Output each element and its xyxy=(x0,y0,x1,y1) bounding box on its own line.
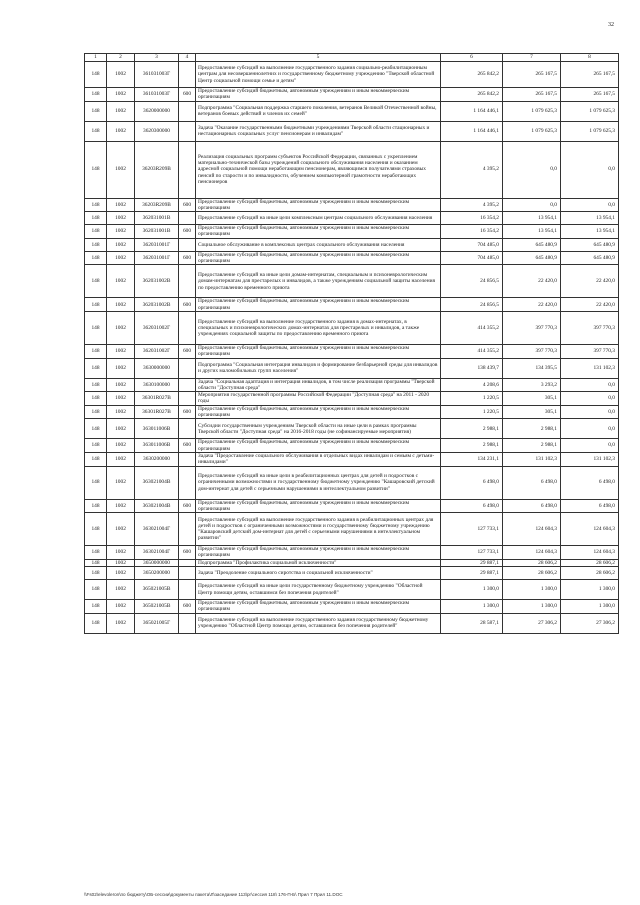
row-amount: 16 354,2 xyxy=(441,212,503,225)
row-code: 362031002В xyxy=(135,265,179,298)
table-row xyxy=(85,392,619,406)
row-description: Реализация социальных программ субъектов Российской Федерации, связанных с укреплением материально-технической базы учреждений социального обслуживания населения и оказанием адресной социальной помощи неработающим пенсионерам, являющимся получателями страховых пенсий по старости и по инвалидности, обучением компьютерной грамотности неработающих пенсионеров xyxy=(196,141,441,198)
row-code xyxy=(179,392,196,406)
row-code: 600 xyxy=(179,439,196,453)
row-amount: 138 439,7 xyxy=(441,358,503,378)
table-row xyxy=(85,344,619,358)
row-code: 362031001Г xyxy=(135,238,179,251)
row-code: 362031002Г xyxy=(135,344,179,358)
row-amount: 1 079 625,3 xyxy=(503,121,561,141)
row-amount: 27 306,2 xyxy=(503,613,561,633)
row-code: 148 xyxy=(85,452,107,466)
row-amount: 397 770,3 xyxy=(503,344,561,358)
row-code: 600 xyxy=(179,405,196,419)
header-cell: 1 xyxy=(85,54,107,62)
row-code: 363011006В xyxy=(135,439,179,453)
row-amount: 265 842,2 xyxy=(441,62,503,88)
row-code: 600 xyxy=(179,298,196,312)
row-amount: 124 604,3 xyxy=(503,546,561,560)
row-code: 148 xyxy=(85,378,107,392)
row-amount: 6 498,0 xyxy=(441,466,503,499)
row-code: 1002 xyxy=(107,559,135,566)
row-description: Задача "Оказание государственными бюджетными учреждениями Тверской области стационарных и нестационарных социальных услуг пенсионерам и инвалидам" xyxy=(196,121,441,141)
row-amount: 265 842,2 xyxy=(441,88,503,102)
row-code xyxy=(179,378,196,392)
row-code xyxy=(179,121,196,141)
row-amount: 6 498,0 xyxy=(503,499,561,513)
header-cell: 3 xyxy=(135,54,179,62)
row-amount: 1 300,0 xyxy=(441,600,503,614)
row-amount: 131 102,3 xyxy=(503,452,561,466)
table-row xyxy=(85,405,619,419)
row-amount: 131 102,3 xyxy=(561,452,619,466)
row-amount: 0,0 xyxy=(503,141,561,198)
row-amount: 6 498,0 xyxy=(441,499,503,513)
table-row xyxy=(85,265,619,298)
header-cell: 8 xyxy=(561,54,619,62)
row-code: 600 xyxy=(179,198,196,212)
row-amount: 2 988,1 xyxy=(503,419,561,439)
row-amount: 124 604,3 xyxy=(561,546,619,560)
row-description: Предоставление субсидий на иные цели комплексным центрам социального обслуживания населения xyxy=(196,212,441,225)
table-row xyxy=(85,62,619,88)
row-amount: 1 300,0 xyxy=(503,600,561,614)
row-description: Субсидии государственным учреждениям Тверской области на иные цели в рамках программы Тверской области "Доступная среда" на 2016-2018 годы (не софинансируемые мероприятия) xyxy=(196,419,441,439)
row-description: Предоставление субсидий бюджетным, автономным учреждениям и иным некоммерческим организациям xyxy=(196,88,441,102)
row-code: 148 xyxy=(85,499,107,513)
row-amount: 704 485,0 xyxy=(441,251,503,265)
row-code: 148 xyxy=(85,466,107,499)
table-row xyxy=(85,559,619,566)
row-code: 361031003Г xyxy=(135,62,179,88)
row-code: 1002 xyxy=(107,141,135,198)
row-code: 3650200000 xyxy=(135,567,179,580)
row-code: 1002 xyxy=(107,198,135,212)
row-amount: 27 306,2 xyxy=(561,613,619,633)
row-code: 148 xyxy=(85,238,107,251)
row-code xyxy=(179,559,196,566)
row-amount: 127 733,1 xyxy=(441,546,503,560)
row-amount: 0,0 xyxy=(561,378,619,392)
row-code: 3620300000 xyxy=(135,121,179,141)
row-amount: 265 167,5 xyxy=(503,88,561,102)
table-row xyxy=(85,452,619,466)
row-amount: 28 606,2 xyxy=(561,559,619,566)
row-code: 1002 xyxy=(107,88,135,102)
row-amount: 134 395,5 xyxy=(503,358,561,378)
row-code: 148 xyxy=(85,198,107,212)
row-code: 148 xyxy=(85,419,107,439)
row-code: 148 xyxy=(85,358,107,378)
file-path-footer: \\Fs02\elevoleron\по бюджету\ОБ-сессии\документы пакета\Л\заседание 113\рг\сессия 118\ 176-П-Б\ Прил 7 Прил 11.DOC xyxy=(84,892,343,897)
row-code: 600 xyxy=(179,499,196,513)
row-amount: 4 208,6 xyxy=(441,378,503,392)
row-code: 1002 xyxy=(107,311,135,344)
row-amount: 0,0 xyxy=(561,141,619,198)
row-amount: 2 988,1 xyxy=(503,439,561,453)
row-amount: 29 887,1 xyxy=(441,567,503,580)
row-code: 1002 xyxy=(107,513,135,546)
row-amount: 4 395,2 xyxy=(441,198,503,212)
row-code xyxy=(179,212,196,225)
row-description: Предоставление субсидий на выполнение государственного задания социально-реабилитационным центрам для несовершеннолетних и государственному бюджетному учреждению "Тверской областной Центр социальной помощи семье и детям" xyxy=(196,62,441,88)
row-amount: 645 480,9 xyxy=(561,251,619,265)
row-code: 148 xyxy=(85,88,107,102)
table-row xyxy=(85,439,619,453)
row-code: 1002 xyxy=(107,238,135,251)
row-amount: 22 420,0 xyxy=(503,265,561,298)
row-amount: 28 606,2 xyxy=(503,567,561,580)
header-cell: 4 xyxy=(179,54,196,62)
table-row xyxy=(85,567,619,580)
table-row xyxy=(85,613,619,633)
row-amount: 0,0 xyxy=(561,439,619,453)
row-amount: 645 480,9 xyxy=(503,251,561,265)
page-number: 32 xyxy=(608,22,614,28)
row-code: 600 xyxy=(179,344,196,358)
row-code: 1002 xyxy=(107,251,135,265)
row-amount: 645 480,9 xyxy=(503,238,561,251)
row-code: 600 xyxy=(179,225,196,239)
row-code: 148 xyxy=(85,567,107,580)
table-row xyxy=(85,198,619,212)
row-amount: 1 079 625,3 xyxy=(561,101,619,121)
row-code xyxy=(179,567,196,580)
row-code: 362031001В xyxy=(135,212,179,225)
row-code: 36203R209В xyxy=(135,141,179,198)
table-row xyxy=(85,466,619,499)
row-amount: 22 420,0 xyxy=(503,298,561,312)
row-code: 148 xyxy=(85,311,107,344)
row-description: Предоставление субсидий бюджетным, автономным учреждениям и иным некоммерческим организациям xyxy=(196,439,441,453)
table-row xyxy=(85,580,619,600)
row-code: 148 xyxy=(85,580,107,600)
row-amount: 2 988,1 xyxy=(441,419,503,439)
row-code: 1002 xyxy=(107,298,135,312)
row-description: Предоставление субсидий бюджетным, автономным учреждениям и иным некоммерческим организациям xyxy=(196,405,441,419)
row-code: 1002 xyxy=(107,378,135,392)
table-row xyxy=(85,88,619,102)
row-amount: 22 420,0 xyxy=(561,298,619,312)
row-description: Предоставление субсидий на иные цели в реабилитационных центрах для детей и подростков с ограниченными возможностями и государственному бюджетному учреждению "Кашаровский детский дом-интернат для детей с серьезными нарушениями в интеллектуальном развитии" xyxy=(196,466,441,499)
row-code: 148 xyxy=(85,225,107,239)
row-code: 148 xyxy=(85,559,107,566)
row-amount: 1 220,5 xyxy=(441,392,503,406)
row-code: 1002 xyxy=(107,580,135,600)
row-code: 148 xyxy=(85,392,107,406)
row-code: 1002 xyxy=(107,212,135,225)
row-amount: 28 606,2 xyxy=(503,559,561,566)
row-code: 3630000000 xyxy=(135,358,179,378)
row-amount: 28 606,2 xyxy=(561,567,619,580)
table-row xyxy=(85,546,619,560)
row-description: Предоставление субсидий на выполнение государственного задания в реабилитационных центрах для детей и подростков с ограниченными возможностями и государственному бюджетному учреждению "Кашаровский детский дом-интернат для детей с серьезными нарушениями в интеллектуальном развитии" xyxy=(196,513,441,546)
row-code: 362031002Г xyxy=(135,311,179,344)
row-amount: 0,0 xyxy=(561,392,619,406)
table-row xyxy=(85,141,619,198)
row-description: Предоставление субсидий бюджетным, автономным учреждениям и иным некоммерческим организациям xyxy=(196,225,441,239)
row-amount: 16 354,2 xyxy=(441,225,503,239)
row-amount: 645 480,9 xyxy=(561,238,619,251)
row-amount: 1 300,0 xyxy=(441,580,503,600)
table-row xyxy=(85,101,619,121)
row-description: Предоставление субсидий бюджетным, автономным учреждениям и иным некоммерческим организациям xyxy=(196,298,441,312)
header-cell: 6 xyxy=(441,54,503,62)
row-code xyxy=(179,452,196,466)
row-code: 365021005Г xyxy=(135,613,179,633)
row-code: 1002 xyxy=(107,546,135,560)
row-amount: 3 293,2 xyxy=(503,378,561,392)
row-code: 1002 xyxy=(107,344,135,358)
table-row xyxy=(85,513,619,546)
row-amount: 265 167,5 xyxy=(561,62,619,88)
row-code xyxy=(179,419,196,439)
row-code xyxy=(179,580,196,600)
row-code: 148 xyxy=(85,141,107,198)
row-code: 148 xyxy=(85,265,107,298)
row-code xyxy=(179,466,196,499)
row-code: 362031001Г xyxy=(135,251,179,265)
row-code: 3630100000 xyxy=(135,378,179,392)
table-row xyxy=(85,121,619,141)
row-description: Предоставление субсидий бюджетным, автономным учреждениям и иным некоммерческим организациям xyxy=(196,344,441,358)
row-code: 362031001В xyxy=(135,225,179,239)
table-row xyxy=(85,600,619,614)
row-code: 600 xyxy=(179,251,196,265)
row-amount: 131 102,3 xyxy=(561,358,619,378)
row-amount: 13 954,1 xyxy=(561,225,619,239)
row-amount: 305,1 xyxy=(503,405,561,419)
row-code: 1002 xyxy=(107,101,135,121)
table-row xyxy=(85,212,619,225)
row-description: Задача "Преодоление социального сиротства и социальной исключенности" xyxy=(196,567,441,580)
row-amount: 1 079 625,3 xyxy=(561,121,619,141)
row-amount: 397 770,3 xyxy=(503,311,561,344)
row-code: 36301R027В xyxy=(135,392,179,406)
row-amount: 1 164 446,1 xyxy=(441,101,503,121)
row-amount: 28 587,1 xyxy=(441,613,503,633)
row-amount: 124 604,3 xyxy=(561,513,619,546)
row-amount: 4 395,2 xyxy=(441,141,503,198)
row-code: 148 xyxy=(85,62,107,88)
row-amount: 0,0 xyxy=(503,198,561,212)
budget-table xyxy=(84,53,619,634)
row-code: 148 xyxy=(85,298,107,312)
row-amount: 305,1 xyxy=(503,392,561,406)
row-code xyxy=(179,101,196,121)
table-row xyxy=(85,358,619,378)
row-description: Подпрограмма "Социальная поддержка старшего поколения, ветеранов Великой Отечественной войны, ветеранов боевых действий и членов их семей" xyxy=(196,101,441,121)
row-amount: 13 954,1 xyxy=(503,225,561,239)
row-code xyxy=(179,265,196,298)
row-code xyxy=(179,513,196,546)
row-code: 148 xyxy=(85,212,107,225)
row-amount: 0,0 xyxy=(561,198,619,212)
row-code: 363021004В xyxy=(135,499,179,513)
row-code: 148 xyxy=(85,405,107,419)
row-description: Социальное обслуживание в комплексных центрах социального обслуживания населения xyxy=(196,238,441,251)
row-code: 363011006В xyxy=(135,419,179,439)
row-amount: 414 355,2 xyxy=(441,344,503,358)
row-description: Подпрограмма "Социальная интеграция инвалидов и формирование безбарьерной среды для инвалидов и других маломобильных групп населения" xyxy=(196,358,441,378)
row-amount: 397 770,3 xyxy=(561,311,619,344)
row-amount: 1 300,0 xyxy=(561,580,619,600)
row-code: 365021005В xyxy=(135,600,179,614)
row-code: 36301R027В xyxy=(135,405,179,419)
row-description: Подпрограмма "Профилактика социальной исключенности" xyxy=(196,559,441,566)
row-amount: 124 604,3 xyxy=(503,513,561,546)
row-code xyxy=(179,311,196,344)
row-code: 1002 xyxy=(107,600,135,614)
row-amount: 0,0 xyxy=(561,419,619,439)
row-code: 600 xyxy=(179,546,196,560)
row-code: 600 xyxy=(179,88,196,102)
row-amount: 6 498,0 xyxy=(561,499,619,513)
row-code: 1002 xyxy=(107,452,135,466)
header-cell: 7 xyxy=(503,54,561,62)
table-row xyxy=(85,311,619,344)
row-code: 148 xyxy=(85,251,107,265)
row-amount: 1 300,0 xyxy=(503,580,561,600)
row-code: 1002 xyxy=(107,613,135,633)
row-amount: 265 167,5 xyxy=(561,88,619,102)
budget-table-container xyxy=(84,53,618,634)
row-description: Предоставление субсидий на выполнение государственного задания государственному бюджетному учреждению "Областной Центр помощи детям, оставшимся без попечения родителей" xyxy=(196,613,441,633)
row-description: Мероприятия государственной программы Российской Федерации "Доступная среда" на 2011 - 2020 годы xyxy=(196,392,441,406)
row-amount: 0,0 xyxy=(561,405,619,419)
row-amount: 1 164 446,1 xyxy=(441,121,503,141)
row-code: 1002 xyxy=(107,466,135,499)
table-row xyxy=(85,499,619,513)
row-code: 3650000000 xyxy=(135,559,179,566)
row-code: 148 xyxy=(85,344,107,358)
row-amount: 6 498,0 xyxy=(561,466,619,499)
row-amount: 704 485,0 xyxy=(441,238,503,251)
row-code xyxy=(179,141,196,198)
row-code: 1002 xyxy=(107,225,135,239)
row-code: 148 xyxy=(85,513,107,546)
row-code: 363021004Г xyxy=(135,513,179,546)
row-amount: 13 954,1 xyxy=(503,212,561,225)
header-cell: 5 xyxy=(196,54,441,62)
row-amount: 13 954,1 xyxy=(561,212,619,225)
row-code: 1002 xyxy=(107,121,135,141)
row-amount: 1 220,5 xyxy=(441,405,503,419)
row-code: 1002 xyxy=(107,358,135,378)
row-amount: 134 231,1 xyxy=(441,452,503,466)
row-amount: 265 167,5 xyxy=(503,62,561,88)
row-code: 148 xyxy=(85,546,107,560)
row-amount: 1 079 625,3 xyxy=(503,101,561,121)
row-code: 1002 xyxy=(107,405,135,419)
row-description: Предоставление субсидий на иные цели государственному бюджетному учреждению "Областной Центр помощи детям, оставшимся без попечения родителей" xyxy=(196,580,441,600)
row-amount: 6 498,0 xyxy=(503,466,561,499)
row-code: 148 xyxy=(85,600,107,614)
row-amount: 29 887,1 xyxy=(441,559,503,566)
row-code: 148 xyxy=(85,121,107,141)
row-amount: 2 988,1 xyxy=(441,439,503,453)
column-number-header xyxy=(85,54,619,62)
table-row xyxy=(85,378,619,392)
table-row xyxy=(85,251,619,265)
row-description: Задача "Предоставление социального обслуживания в отдельных видах инвалидам и семьям с детьми-инвалидами" xyxy=(196,452,441,466)
row-code: 36203R209В xyxy=(135,198,179,212)
row-description: Предоставление субсидий бюджетным, автономным учреждениям и иным некоммерческим организациям xyxy=(196,546,441,560)
row-amount: 24 856,5 xyxy=(441,265,503,298)
row-code: 363021004Г xyxy=(135,546,179,560)
row-description: Предоставление субсидий на выполнение государственного задания в домах-интернатах, в специальных и психоневрологических домах-интернатах для престарелых и инвалидов, а также учреждениях социальной защиты по предоставлению временного приюта xyxy=(196,311,441,344)
row-amount: 24 856,5 xyxy=(441,298,503,312)
row-code: 1002 xyxy=(107,499,135,513)
row-amount: 1 300,0 xyxy=(561,600,619,614)
row-code: 148 xyxy=(85,101,107,121)
row-code: 148 xyxy=(85,439,107,453)
row-description: Предоставление субсидий бюджетным, автономным учреждениям и иным некоммерческим организациям xyxy=(196,251,441,265)
row-code: 1002 xyxy=(107,62,135,88)
row-code: 1002 xyxy=(107,265,135,298)
row-description: Предоставление субсидий бюджетным, автономным учреждениям и иным некоммерческим организациям xyxy=(196,198,441,212)
row-code: 1002 xyxy=(107,419,135,439)
row-description: Предоставление субсидий бюджетным, автономным учреждениям и иным некоммерческим организациям xyxy=(196,600,441,614)
row-code xyxy=(179,238,196,251)
row-code: 3620000000 xyxy=(135,101,179,121)
row-code xyxy=(179,62,196,88)
row-description: Предоставление субсидий на иные цели домам-интернатам, специальным и психоневрологическим домам-интернатам для престарелых и инвалидов, а также учреждениям социальной защиты населения по предоставлению временного приюта xyxy=(196,265,441,298)
row-code: 1002 xyxy=(107,439,135,453)
row-code xyxy=(179,613,196,633)
row-amount: 127 733,1 xyxy=(441,513,503,546)
row-code: 600 xyxy=(179,600,196,614)
table-row xyxy=(85,419,619,439)
table-row xyxy=(85,238,619,251)
row-code: 362031002В xyxy=(135,298,179,312)
row-code: 365021005В xyxy=(135,580,179,600)
row-amount: 397 770,3 xyxy=(561,344,619,358)
row-description: Задача "Социальная адаптация и интеграция инвалидов, в том числе реализация программы "Тверской области "Доступная среда" xyxy=(196,378,441,392)
header-cell: 2 xyxy=(107,54,135,62)
row-code xyxy=(179,358,196,378)
row-amount: 22 420,0 xyxy=(561,265,619,298)
table-row xyxy=(85,298,619,312)
table-row xyxy=(85,225,619,239)
row-code: 1002 xyxy=(107,567,135,580)
row-code: 361031003Г xyxy=(135,88,179,102)
row-code: 148 xyxy=(85,613,107,633)
row-amount: 414 355,2 xyxy=(441,311,503,344)
row-code: 1002 xyxy=(107,392,135,406)
row-description: Предоставление субсидий бюджетным, автономным учреждениям и иным некоммерческим организациям xyxy=(196,499,441,513)
row-code: 363021004В xyxy=(135,466,179,499)
row-code: 3630200000 xyxy=(135,452,179,466)
